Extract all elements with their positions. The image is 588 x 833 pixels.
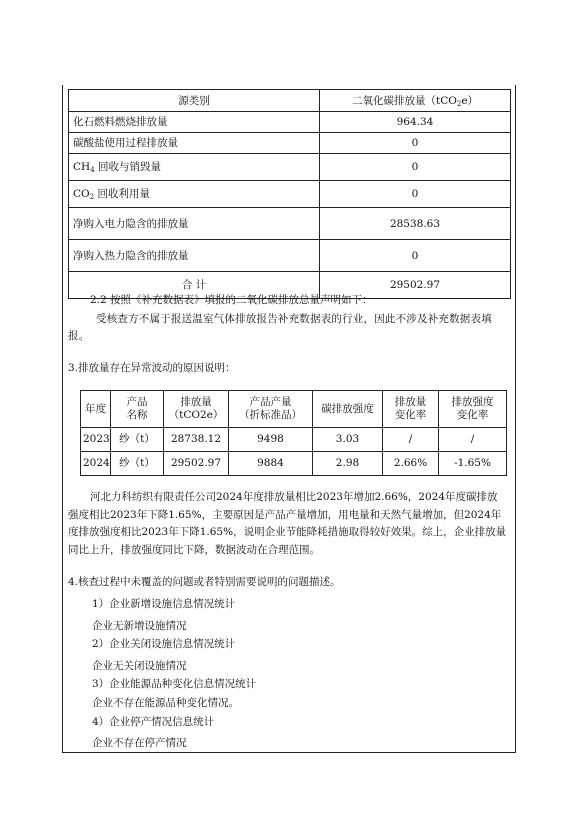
row-value: 28538.63	[320, 208, 511, 240]
row-value: 0	[320, 133, 511, 154]
header-co2-emissions: 二氧化碳排放量（tCO$_2$e）	[320, 90, 511, 112]
row-label: 净购入热力隐含的排放量	[69, 240, 320, 272]
section-3-heading: 3.排放量存在异常波动的原因说明：	[68, 362, 236, 374]
cell-intensity-change: -1.65%	[439, 452, 507, 476]
header-emissions: 排放量 （tCO2e）	[164, 391, 229, 428]
section-3-explanation: 河北力科纺织有限责任公司2024年度排放量相比2023年增加2.66%，2024年度碳排放强度相比2023年下降1.65%，主要原因是产品产量增加，用电量和天然气量增加，但2024年度排放强度相比2023年下降1.65%，说明企业节能降耗措施取得较好效果。综上，企业排放量同比上升，排放强度同比下降，数据波动在合理范围。	[68, 491, 507, 556]
cell-output: 9884	[229, 452, 313, 476]
cell-output: 9498	[229, 428, 313, 452]
table-row	[69, 240, 511, 272]
item-4-title: 4）企业停产情况信息统计	[92, 716, 215, 728]
row-value: 0	[320, 154, 511, 181]
table-row	[81, 452, 507, 476]
section-2-2-body: 受核查方不属于报送温室气体排放报告补充数据表的行业，因此不涉及补充数据表填报。	[68, 313, 492, 342]
cell-emission-change: /	[383, 428, 439, 452]
cell-emission-change: 2.66%	[383, 452, 439, 476]
header-product-name: 产品 名称	[111, 391, 164, 428]
cell-product: 纱（t）	[111, 428, 164, 452]
cell-year: 2024	[81, 452, 111, 476]
row-label: 碳酸盐使用过程排放量	[69, 133, 320, 154]
total-value: 29502.97	[320, 272, 511, 299]
cell-year: 2023	[81, 428, 111, 452]
item-1-title: 1）企业新增设施信息情况统计	[92, 598, 236, 610]
table-row	[69, 181, 511, 208]
table-row	[69, 208, 511, 240]
header-carbon-intensity: 碳排放强度	[313, 391, 383, 428]
header-emission-change-rate: 排放量 变化率	[383, 391, 439, 428]
row-value: 964.34	[320, 112, 511, 133]
fluctuation-header-row	[81, 391, 507, 428]
row-value: 0	[320, 240, 511, 272]
section-4-heading: 4.核查过程中未覆盖的问题或者特别需要说明的问题描述。	[68, 576, 341, 588]
item-2-detail: 企业无关闭设施情况	[92, 660, 187, 672]
row-label: $CO_2$ 回收利用量	[69, 181, 320, 208]
item-3-detail: 企业不存在能源品种变化情况。	[92, 697, 239, 709]
header-intensity-change-rate: 排放强度 变化率	[439, 391, 507, 428]
item-2-title: 2）企业关闭设施信息情况统计	[92, 638, 236, 650]
emission-summary-table	[68, 89, 511, 299]
section-2-2-heading: 2.2 按照《补充数据表》填报的二氧化碳排放总量声明如下：	[90, 294, 373, 306]
cell-product: 纱（t）	[111, 452, 164, 476]
cell-intensity-change: /	[439, 428, 507, 452]
item-3-title: 3）企业能源品种变化信息情况统计	[92, 678, 257, 690]
table-row	[81, 428, 507, 452]
item-4-detail: 企业不存在停产情况	[92, 737, 187, 749]
row-value: 0	[320, 181, 511, 208]
emission-fluctuation-table	[80, 390, 507, 476]
table-row	[69, 112, 511, 133]
table-row	[69, 133, 511, 154]
total-label: 合 计	[69, 272, 320, 299]
row-label: 净购入电力隐含的排放量	[69, 208, 320, 240]
cell-emissions: 28738.12	[164, 428, 229, 452]
row-label: $CH_4$ 回收与销毁量	[69, 154, 320, 181]
item-1-detail: 企业无新增设施情况	[92, 620, 187, 632]
header-output: 产品产量 （折标准品）	[229, 391, 313, 428]
table-row	[69, 154, 511, 181]
cell-intensity: 2.98	[313, 452, 383, 476]
cell-intensity: 3.03	[313, 428, 383, 452]
header-year: 年度	[81, 391, 111, 428]
table-header-row	[69, 90, 511, 112]
header-source-category: 源类别	[69, 90, 320, 112]
row-label: 化石燃料燃烧排放量	[69, 112, 320, 133]
cell-emissions: 29502.97	[164, 452, 229, 476]
